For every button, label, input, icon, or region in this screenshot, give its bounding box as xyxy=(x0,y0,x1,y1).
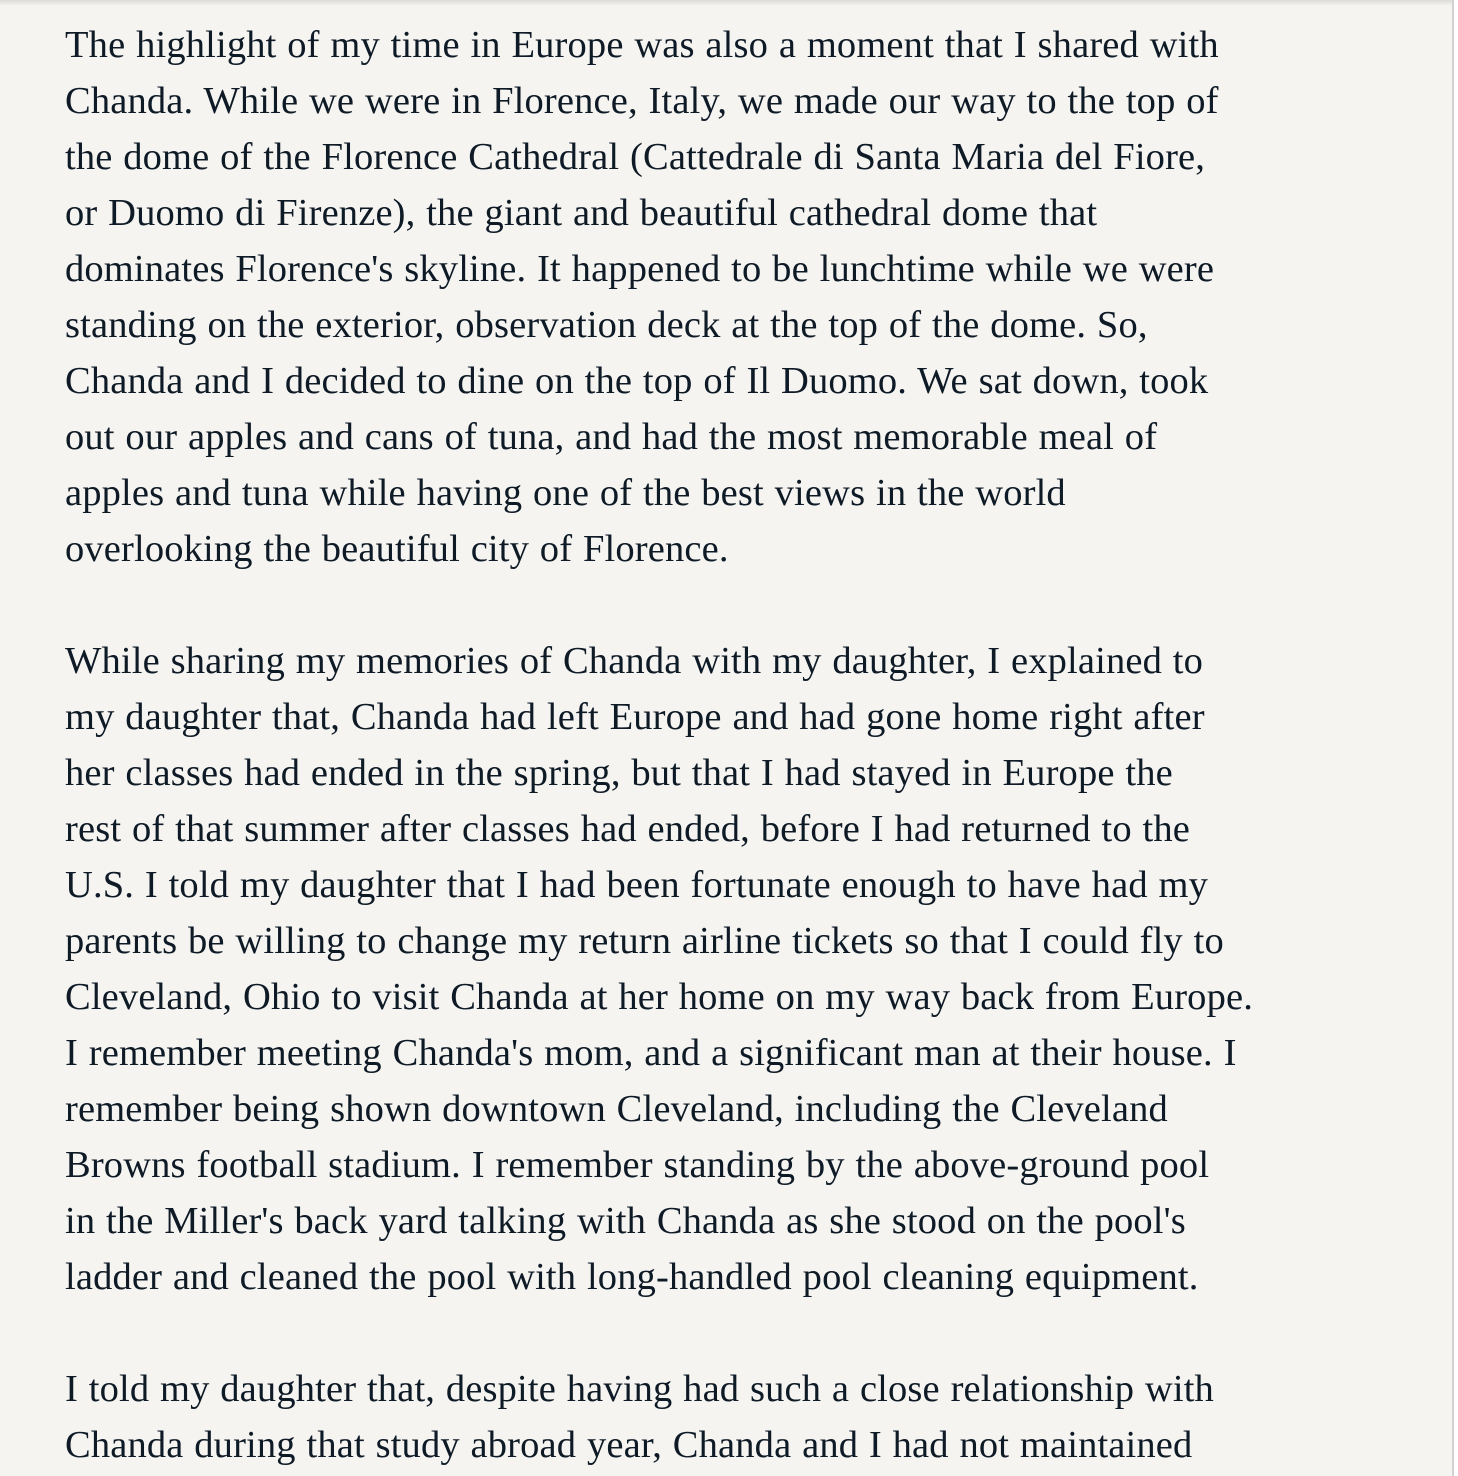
text-line: I told my daughter that, despite having had such a close relationship with xyxy=(65,1368,1214,1410)
text-line: The highlight of my time in Europe was also a moment that I shared with xyxy=(65,24,1219,66)
article-body xyxy=(65,17,1435,1476)
text-line: or Duomo di Firenze), the giant and beautiful cathedral dome that xyxy=(65,192,1098,234)
text-line: Chanda during that study abroad year, Chanda and I had not maintained xyxy=(65,1424,1193,1466)
paragraph-florence xyxy=(65,17,1435,577)
text-line: Chanda. While we were in Florence, Italy, we made our way to the top of xyxy=(65,80,1219,122)
text-line: U.S. I told my daughter that I had been fortunate enough to have had my xyxy=(65,864,1208,906)
text-line: overlooking the beautiful city of Florence. xyxy=(65,528,729,570)
text-line: Cleveland, Ohio to visit Chanda at her home on my way back from Europe. xyxy=(65,976,1253,1018)
text-line: out our apples and cans of tuna, and had the most memorable meal of xyxy=(65,416,1158,458)
text-line: parents be willing to change my return airline tickets so that I could fly to xyxy=(65,920,1224,962)
paragraph-cleveland xyxy=(65,633,1435,1305)
text-line: ladder and cleaned the pool with long-handled pool cleaning equipment. xyxy=(65,1256,1199,1298)
text-line: I remember meeting Chanda's mom, and a significant man at their house. I xyxy=(65,1032,1237,1074)
text-line: While sharing my memories of Chanda with my daughter, I explained to xyxy=(65,640,1204,682)
text-line: her classes had ended in the spring, but that I had stayed in Europe the xyxy=(65,752,1173,794)
text-line: apples and tuna while having one of the best views in the world xyxy=(65,472,1066,514)
text-line: the dome of the Florence Cathedral (Cattedrale di Santa Maria del Fiore, xyxy=(65,136,1206,178)
text-line: my daughter that, Chanda had left Europe and had gone home right after xyxy=(65,696,1205,738)
top-shadow xyxy=(0,0,1452,6)
text-line: rest of that summer after classes had ended, before I had returned to the xyxy=(65,808,1191,850)
text-line: in the Miller's back yard talking with Chanda as she stood on the pool's xyxy=(65,1200,1186,1242)
text-line: standing on the exterior, observation deck at the top of the dome. So, xyxy=(65,304,1148,346)
text-line: Browns football stadium. I remember standing by the above-ground pool xyxy=(65,1144,1210,1186)
text-line: Chanda and I decided to dine on the top of Il Duomo. We sat down, took xyxy=(65,360,1209,402)
text-line: remember being shown downtown Cleveland, including the Cleveland xyxy=(65,1088,1168,1130)
paragraph-relationship xyxy=(65,1361,1435,1473)
text-line: dominates Florence's skyline. It happened to be lunchtime while we were xyxy=(65,248,1215,290)
